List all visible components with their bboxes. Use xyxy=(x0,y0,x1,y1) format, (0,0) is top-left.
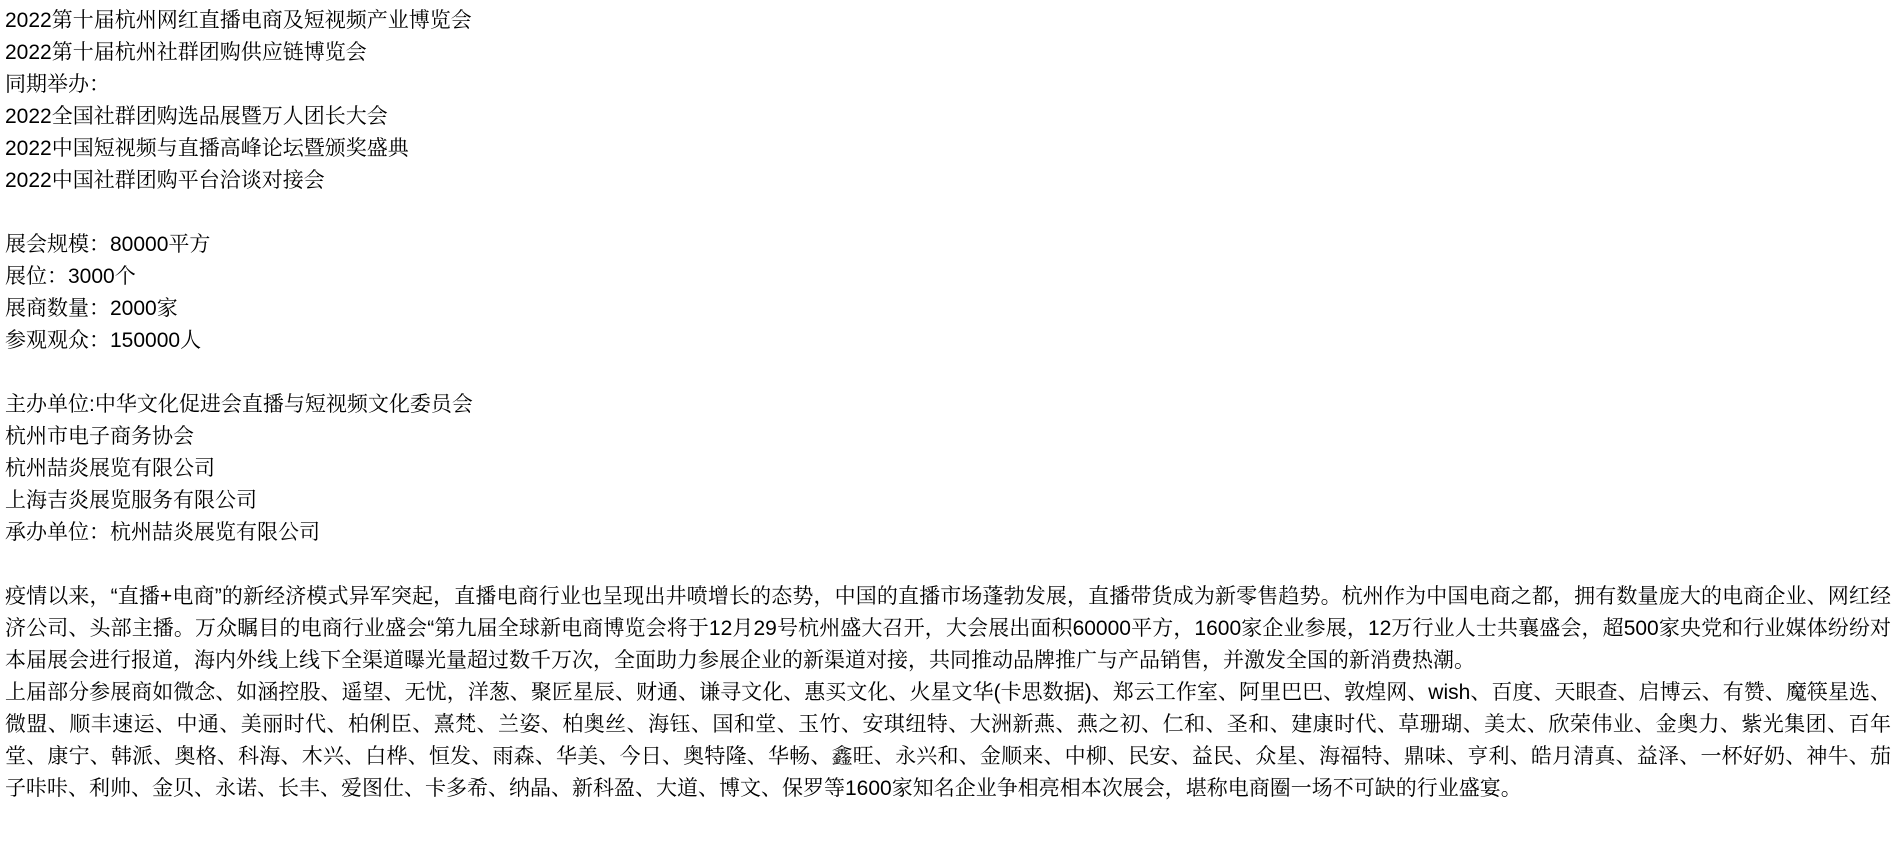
intro-paragraph: 疫情以来，“直播+电商”的新经济模式异军突起，直播电商行业也呈现出井喷增长的态势，中国的直播市场蓬勃发展，直播带货成为新零售趋势。杭州作为中国电商之都，拥有数量庞大的电商企业、网红经济公司、头部主播。万众瞩目的电商行业盛会“第九届全球新电商博览会将于12月29号杭州盛大召开，大会展出面积60000平方，1600家企业参展，12万行业人士共襄盛会，超500家央党和行业媒体纷纷对本届展会进行报道，海内外线上线下全渠道曝光量超过数千万次，全面助力参展企业的新渠道对接，共同推动品牌推广与产品销售，并激发全国的新消费热潮。 xyxy=(5,585,1891,672)
concurrent-event-3: 2022中国社群团购平台洽谈对接会 xyxy=(5,169,325,192)
concurrent-event-1: 2022全国社群团购选品展暨万人团长大会 xyxy=(5,105,388,128)
host-organizer: 主办单位:中华文化促进会直播与短视频文化委员会 xyxy=(5,393,473,416)
concurrent-events-label: 同期举办： xyxy=(5,73,110,96)
event-title-secondary: 2022第十届杭州社群团购供应链博览会 xyxy=(5,41,367,64)
organizers-block xyxy=(5,389,1891,549)
host-organizer-3: 杭州喆炎展览有限公司 xyxy=(5,457,215,480)
description-block xyxy=(5,581,1891,805)
undertaker-organizer: 承办单位：杭州喆炎展览有限公司 xyxy=(5,521,320,544)
event-titles-block xyxy=(5,5,1891,197)
event-title-main: 2022第十届杭州网红直播电商及短视频产业博览会 xyxy=(5,9,472,32)
stat-exhibitors: 展商数量：2000家 xyxy=(5,297,178,320)
host-organizer-4: 上海吉炎展览服务有限公司 xyxy=(5,489,257,512)
stat-scale: 展会规模：80000平方 xyxy=(5,233,211,256)
stat-visitors: 参观观众：150000人 xyxy=(5,329,202,352)
concurrent-event-2: 2022中国短视频与直播高峰论坛暨颁奖盛典 xyxy=(5,137,409,160)
past-exhibitors-paragraph: 上届部分参展商如微念、如涵控股、遥望、无忧，洋葱、聚匠星辰、财通、谦寻文化、惠买文化、火星文华(卡思数据)、郑云工作室、阿里巴巴、敦煌网、wish、百度、天眼查、启博云、有赞、魔筷星选、微盟、顺丰速运、中通、美丽时代、柏俐臣、熹梵、兰姿、柏奥丝、海钰、国和堂、玉竹、安琪纽特、大洲新燕、燕之初、仁和、圣和、建康时代、草珊瑚、美太、欣荣伟业、金奥力、紫光集团、百年堂、康宁、韩派、奥格、科海、木兴、白桦、恒发、雨森、华美、今日、奥特隆、华畅、鑫旺、永兴和、金顺来、中柳、民安、益民、众星、海福特、鼎味、亨利、皓月清真、益泽、一杯好奶、神牛、茄子咔咔、利帅、金贝、永诺、长丰、爱图仕、卡多希、纳晶、新科盈、大道、博文、保罗等1600家知名企业争相亮相本次展会，堪称电商圈一场不可缺的行业盛宴。 xyxy=(5,681,1891,800)
expo-stats-block xyxy=(5,229,1891,357)
stat-booths: 展位：3000个 xyxy=(5,265,136,288)
host-organizer-2: 杭州市电子商务协会 xyxy=(5,425,194,448)
